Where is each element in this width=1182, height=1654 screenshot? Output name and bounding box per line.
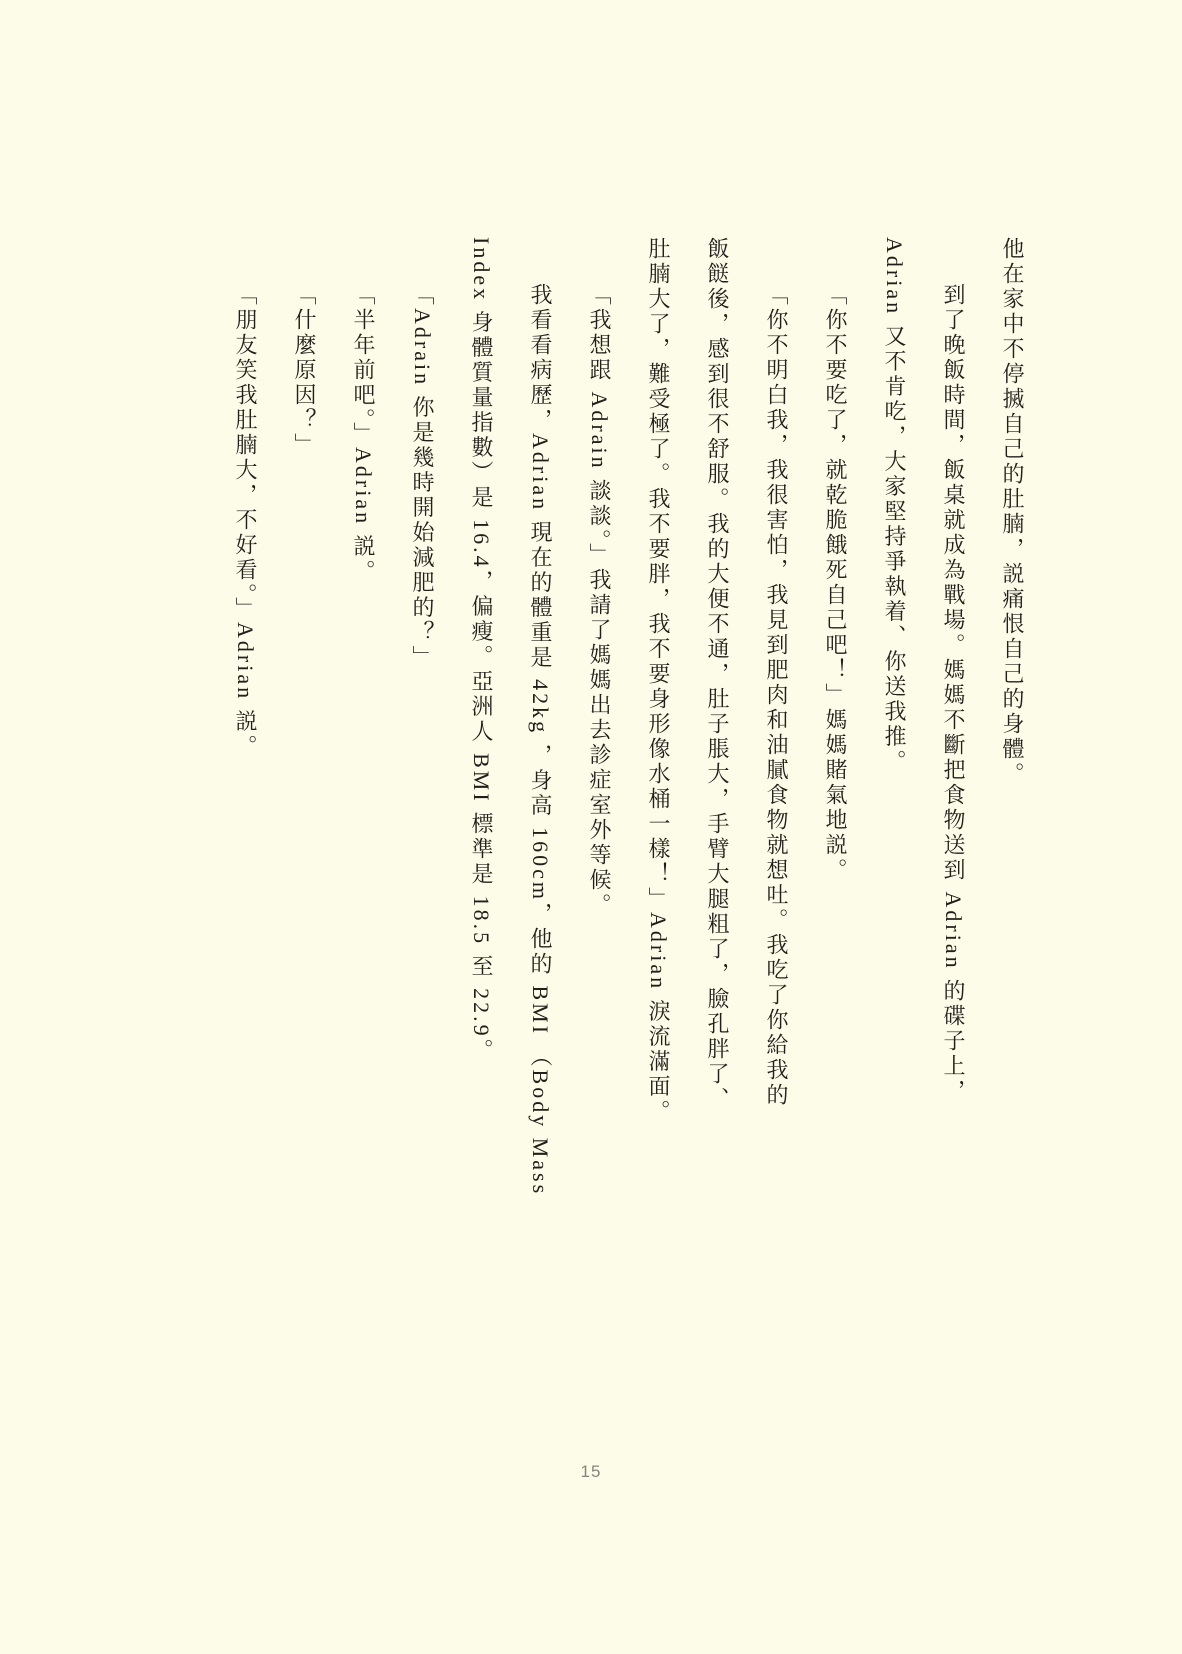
page-number: 15	[580, 1462, 602, 1481]
text-column: 肚腩大了，難受極了。我不要胖，我不要身形像水桶一樣！」Adrian 淚流滿面。	[646, 237, 671, 1125]
text-column: 「你不要吃了，就乾脆餓死自己吧！」媽媽賭氣地説。	[823, 283, 848, 884]
text-column: 「朋友笑我肚腩大，不好看。」Adrian 説。	[233, 283, 258, 760]
text-column: 我看看病歷，Adrian 現在的體重是 42kg ，身高 160cm，他的 BMI （Body Mass	[528, 283, 553, 1197]
text-column: 他在家中不停搣自己的肚腩，説痛恨自己的身體。	[1000, 237, 1025, 787]
text-column: Index 身體質量指數）是 16.4，偏瘦。亞洲人 BMI 標準是 18.5 至 22.9。	[469, 237, 494, 1064]
text-column: 「你不明白我，我很害怕，我見到肥肉和油膩食物就想吐。我吃了你給我的	[764, 283, 789, 1109]
text-column: 「Adrain 你是幾時開始減肥的？」	[410, 283, 435, 671]
text-column: 「我想跟 Adrain 談談。」我請了媽媽出去診症室外等候。	[587, 283, 612, 919]
text-column: Adrian 又不肯吃，大家堅持爭執着、你送我推。	[882, 237, 907, 775]
text-column: 「半年前吧。」Adrian 説。	[351, 283, 376, 585]
vertical-text-block	[216, 237, 1042, 1197]
text-column: 「什麼原因？」	[292, 283, 317, 459]
text-column: 到了晚飯時間，飯桌就成為戰場。媽媽不斷把食物送到 Adrian 的碟子上，	[941, 283, 966, 1105]
text-column: 飯餸後，感到很不舒服。我的大便不通，肚子脹大，手臂大腿粗了，臉孔胖了、	[705, 237, 730, 1112]
